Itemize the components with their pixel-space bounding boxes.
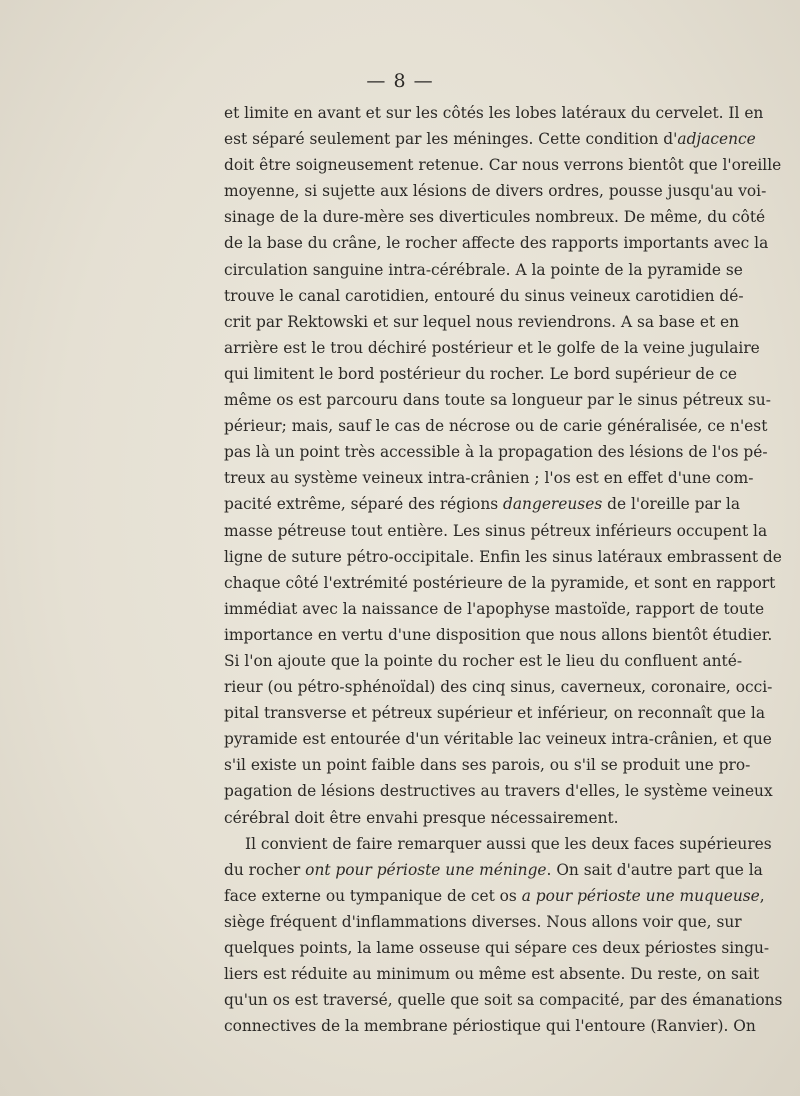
text-line: pyramide est entourée d'un véritable lac veineux intra-crânien, et que — [224, 730, 772, 749]
text-line: chaque côté l'extrémité postérieure de la pyramide, et sont en rapport — [224, 573, 776, 592]
text-line: pacité extrême, séparé des régions dangereuses de l'oreille par la — [224, 495, 740, 514]
text-line: arrière est le trou déchiré postérieur et le golfe de la veine jugulaire — [224, 338, 760, 357]
text-line: pas là un point très accessible à la propagation des lésions de l'os pé- — [224, 443, 768, 462]
text-line: circulation sanguine intra-cérébrale. A la pointe de la pyramide se — [224, 260, 743, 279]
text-line: treux au système veineux intra-crânien ; l'os est en effet d'une com- — [224, 469, 754, 488]
text-line: connectives de la membrane périostique qui l'entoure (Ranvier). On — [224, 1017, 756, 1036]
text-line: importance en vertu d'une disposition que nous allons bientôt étudier. — [224, 625, 773, 644]
text-line: qu'un os est traversé, quelle que soit sa compacité, par des émanations — [224, 991, 783, 1010]
text-line: rieur (ou pétro-sphénoïdal) des cinq sinus, caverneux, coronaire, occi- — [224, 678, 773, 697]
text-line: liers est réduite au minimum ou même est absente. Du reste, on sait — [224, 965, 760, 984]
body-text — [224, 100, 783, 1039]
paragraph-1 — [224, 100, 782, 831]
text-line: siège fréquent d'inflammations diverses. Nous allons voir que, sur — [224, 912, 742, 931]
text-line: masse pétreuse tout entière. Les sinus pétreux inférieurs occupent la — [224, 521, 768, 540]
text-line: face externe ou tympanique de cet os a pour périoste une muqueuse, — [224, 886, 765, 905]
text-line: même os est parcouru dans toute sa longueur par le sinus pétreux su- — [224, 391, 771, 410]
text-line: périeur; mais, sauf le cas de nécrose ou de carie généralisée, ce n'est — [224, 417, 768, 436]
text-line: Si l'on ajoute que la pointe du rocher est le lieu du confluent anté- — [224, 651, 743, 670]
text-line: sinage de la dure-mère ses diverticules nombreux. De même, du côté — [224, 208, 766, 227]
text-line: et limite en avant et sur les côtés les lobes latéraux du cervelet. Il en — [224, 104, 764, 122]
text-line: est séparé seulement par les méninges. Cette condition d'adjacence — [224, 130, 756, 149]
text-line: de la base du crâne, le rocher affecte des rapports importants avec la — [224, 234, 769, 253]
text-line: pital transverse et pétreux supérieur et inférieur, on reconnaît que la — [224, 704, 765, 723]
text-line: doit être soigneusement retenue. Car nous verrons bientôt que l'oreille — [224, 156, 782, 175]
text-line: qui limitent le bord postérieur du rocher. Le bord supérieur de ce — [224, 364, 737, 383]
text-line: Il convient de faire remarquer aussi que les deux faces supérieures — [245, 834, 772, 853]
text-line: trouve le canal carotidien, entouré du sinus veineux carotidien dé- — [224, 286, 744, 305]
text-line: moyenne, si sujette aux lésions de divers ordres, pousse jusqu'au voi- — [224, 182, 767, 201]
text-line: pagation de lésions destructives au travers d'elles, le système veineux — [224, 782, 773, 801]
text-line: quelques points, la lame osseuse qui sépare ces deux périostes singu- — [224, 939, 770, 957]
text-line: immédiat avec la naissance de l'apophyse mastoïde, rapport de toute — [224, 599, 765, 618]
text-line: du rocher ont pour périoste une méninge. On sait d'autre part que la — [224, 860, 763, 879]
paragraph-2 — [224, 831, 783, 1040]
text-line: ligne de suture pétro-occipitale. Enfin les sinus latéraux embrassent de — [224, 547, 782, 566]
text-line: cérébral doit être envahi presque nécessairement. — [224, 808, 619, 827]
page-number: — 8 — — [366, 70, 434, 92]
text-line: s'il existe un point faible dans ses parois, ou s'il se produit une pro- — [224, 756, 751, 775]
text-line: crit par Rektowski et sur lequel nous reviendrons. A sa base et en — [224, 312, 740, 331]
